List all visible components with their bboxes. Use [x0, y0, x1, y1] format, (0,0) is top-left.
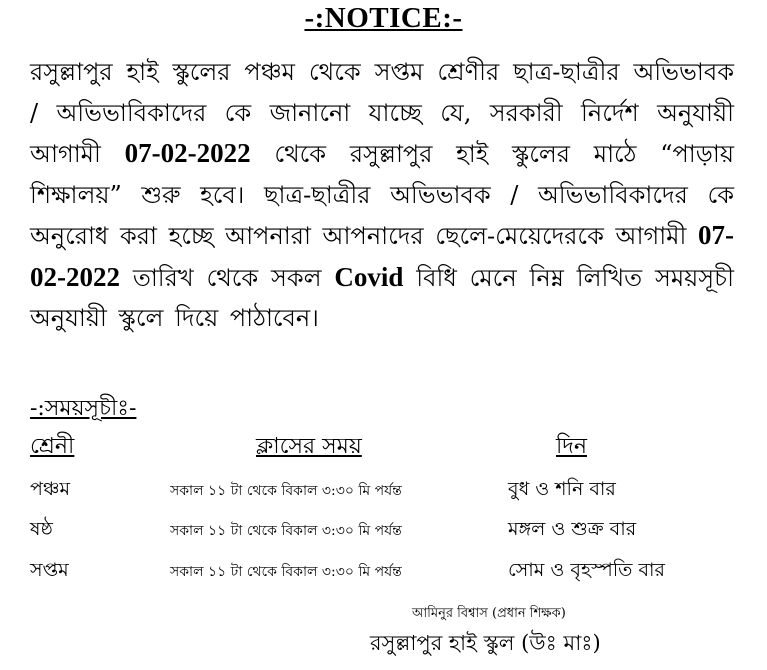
signer-name: আমিনুর বিশ্বাস (প্রধান শিক্ষক) — [412, 606, 566, 621]
notice-body-part-3: তারিখ থেকে সকল — [120, 263, 335, 292]
notice-body — [30, 52, 734, 339]
schedule-row-1-class: পঞ্চম — [30, 478, 71, 500]
notice-body-part-4: বিধি মেনে নিম্ন লিখিত সময়সূচী অনুযায়ী স্কুলে দিয়ে পাঠাবেন। — [30, 263, 734, 332]
schedule-row-2-day: মঙ্গল ও শুক্র বার — [508, 518, 637, 540]
schedule-row-2-class: ষষ্ঠ — [30, 518, 53, 540]
school-name: রসুল্লাপুর হাই স্কুল (উঃ মাঃ) — [370, 631, 601, 655]
schedule-row-2-time: সকাল ১১ টা থেকে বিকাল ৩:৩০ মি পর্যন্ত — [170, 523, 402, 539]
notice-body-part-1: রসুল্লাপুর হাই স্কুলের পঞ্চম থেকে সপ্তম শ্রেণীর ছাত্র-ছাত্রীর অভিভাবক / অভিভাবিকাদের কে জানানো যাচ্ছে যে, সরকারী নির্দেশ অনুযায়ী আগামী — [30, 58, 734, 168]
schedule-row-3-class: সপ্তম — [30, 559, 69, 581]
covid-word: Covid — [334, 261, 404, 292]
schedule-row-3-time: সকাল ১১ টা থেকে বিকাল ৩:৩০ মি পর্যন্ত — [170, 564, 402, 580]
column-header-class: শ্রেনী — [30, 434, 75, 459]
schedule-heading: -:সময়সূচীঃ- — [30, 396, 137, 421]
start-date: 07-02-2022 — [124, 138, 251, 168]
notice-body-part-2: থেকে রসুল্লাপুর হাই স্কুলের মাঠে “পাড়ায় শিক্ষালয়” শুরু হবে। ছাত্র-ছাত্রীর অভিভাবক / অভিভাবিকাদের কে অনুরোধ করা হচ্ছে আপনারা আপনাদের ছেলে-মেয়েদেরকে আগামী — [30, 140, 734, 250]
notice-title: -:NOTICE:- — [304, 2, 463, 34]
schedule-row-1-day: বুধ ও শনি বার — [508, 478, 616, 500]
schedule-row-1-time: সকাল ১১ টা থেকে বিকাল ৩:৩০ মি পর্যন্ত — [170, 483, 402, 499]
column-header-day: দিন — [556, 434, 587, 459]
start-date-repeat: 07-02-2022 — [30, 220, 734, 292]
column-header-time: ক্লাসের সময় — [256, 434, 362, 459]
schedule-row-3-day: সোম ও বৃহস্পতি বার — [508, 559, 665, 581]
